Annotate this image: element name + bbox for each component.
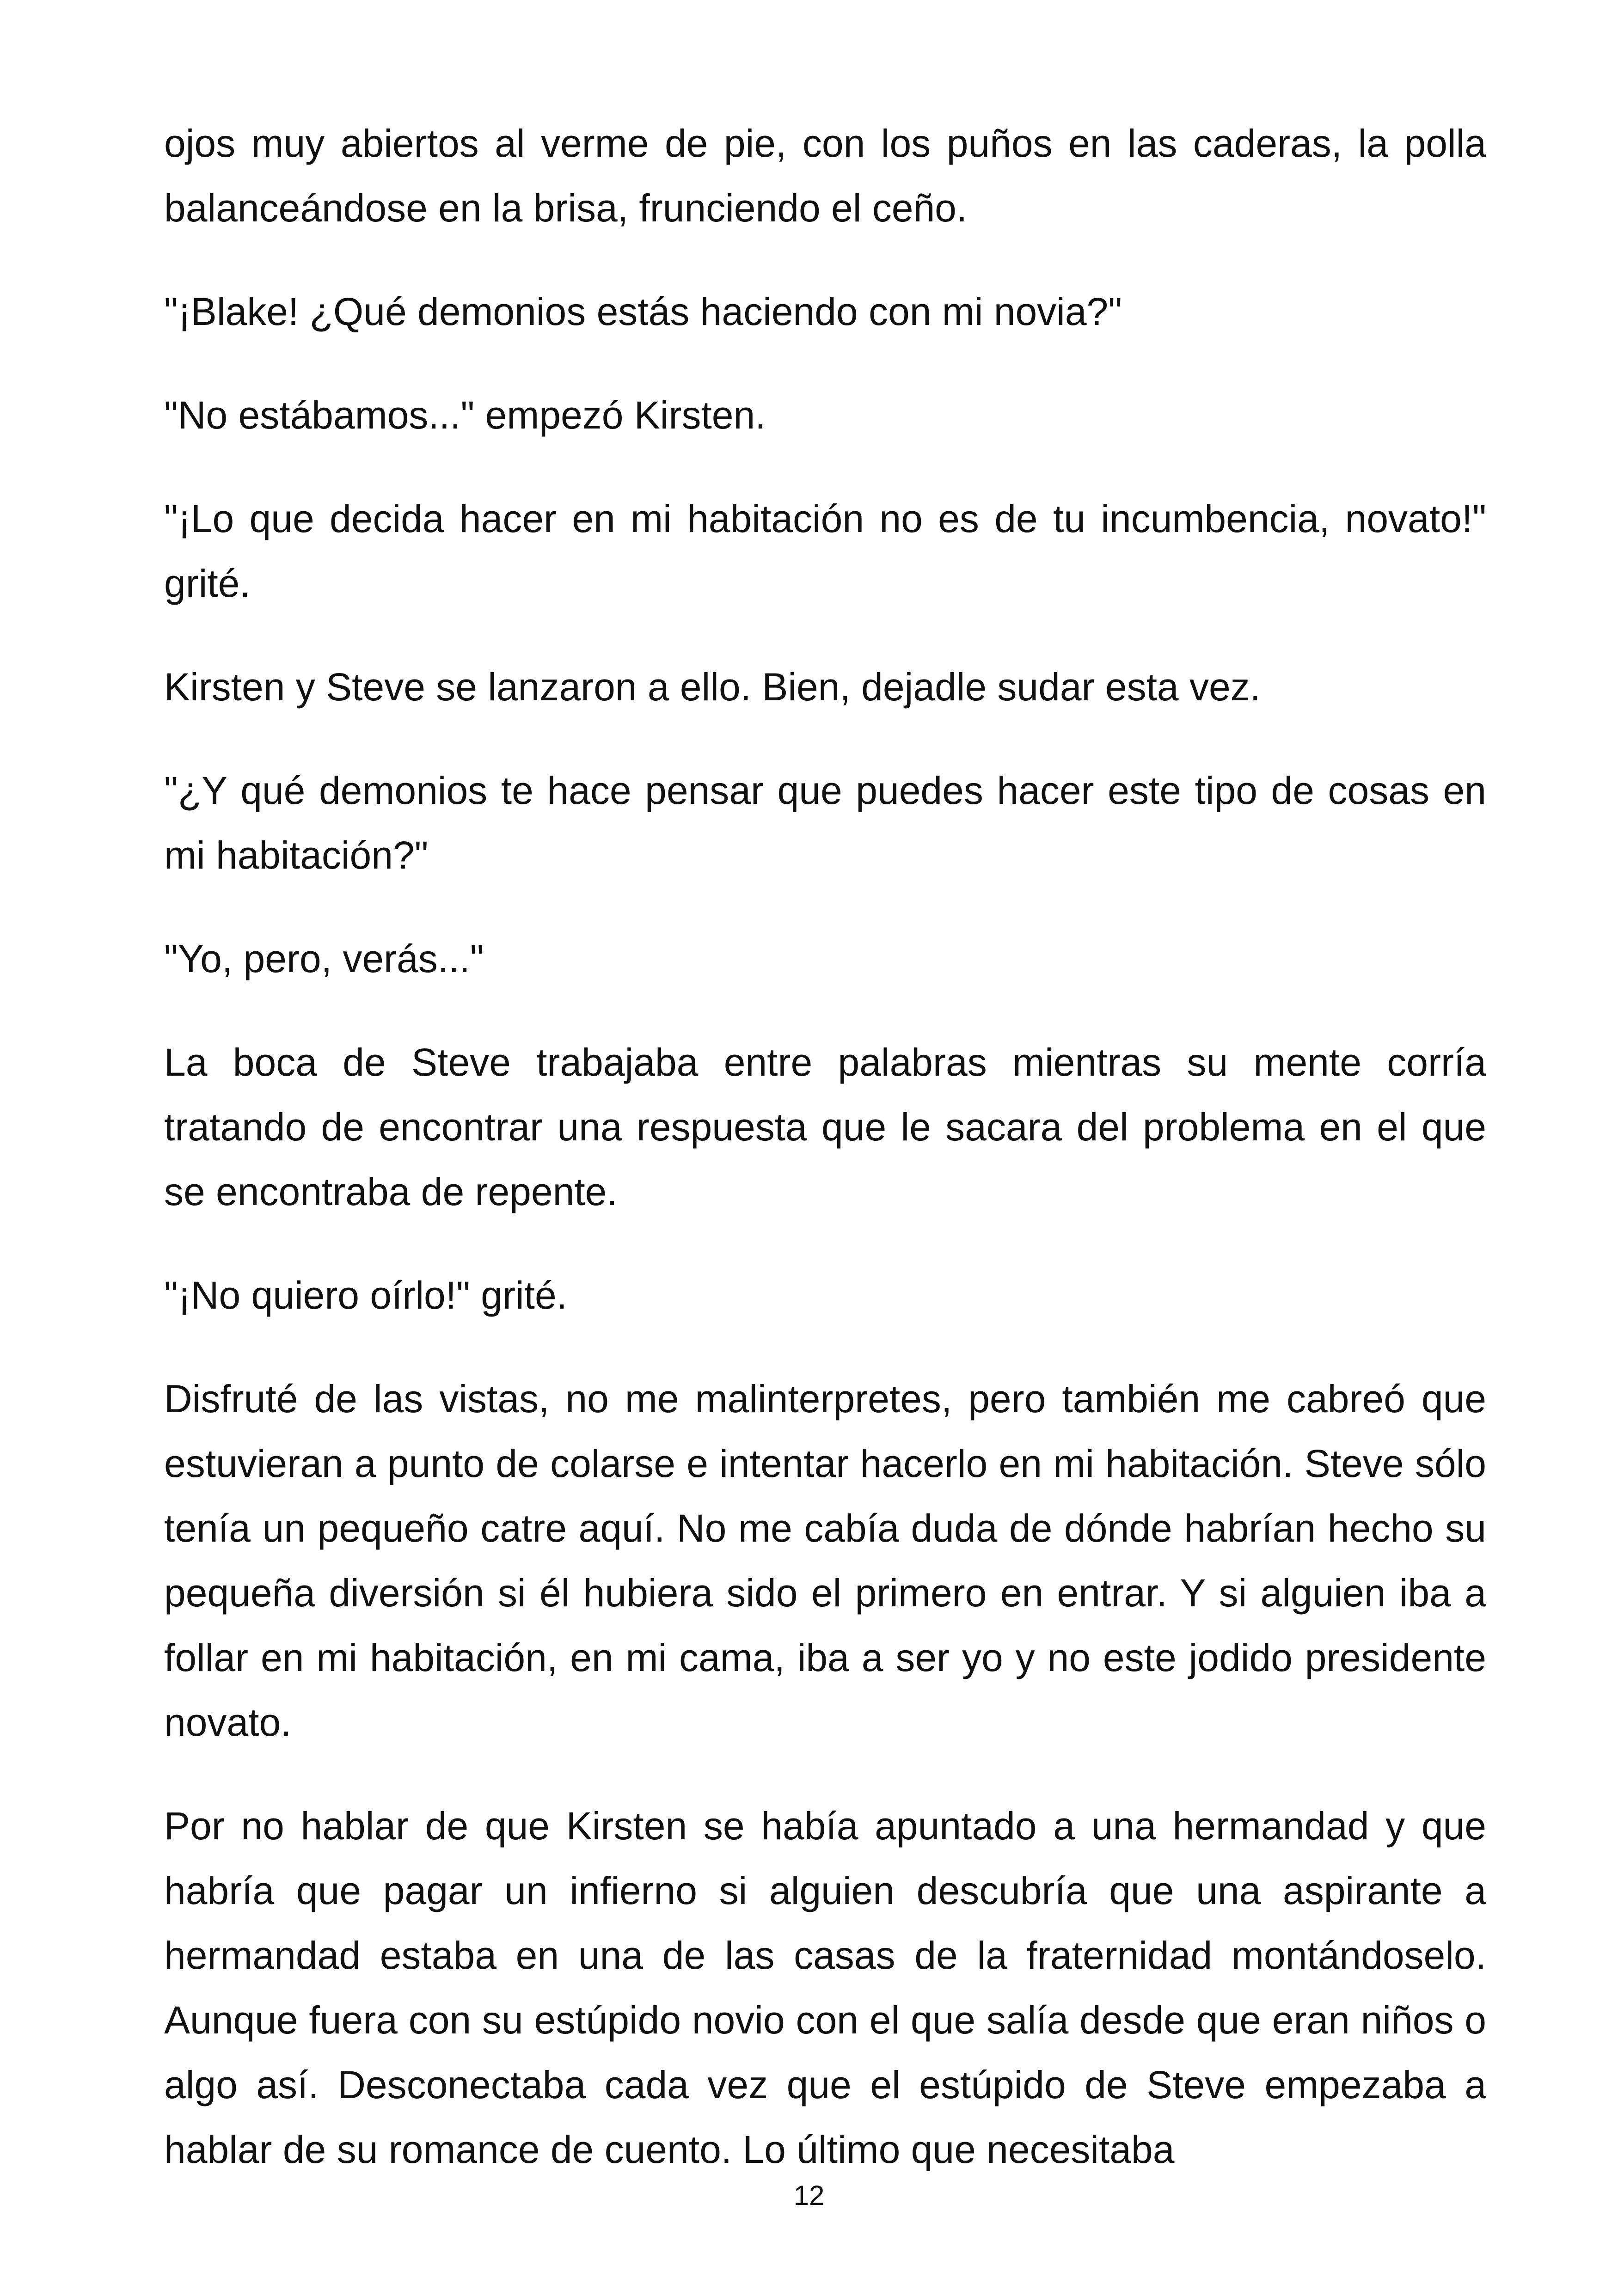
paragraph: ojos muy abiertos al verme de pie, con los puños en las caderas, la polla balanceándose en la brisa, frunciendo el ceño. [164,122,1486,230]
page-number: 12 [793,2180,825,2211]
paragraph: "¡Blake! ¿Qué demonios estás haciendo con mi novia?" [164,290,1122,333]
paragraph: "¿Y qué demonios te hace pensar que puedes hacer este tipo de cosas en mi habitación?" [164,769,1486,877]
paragraph: "¡No quiero oírlo!" grité. [164,1274,567,1317]
paragraph: Disfruté de las vistas, no me malinterpretes, pero también me cabreó que estuvieran a punto de colarse e intentar hacerlo en mi habitación. Steve sólo tenía un pequeño catre aquí. No me cabía duda de dónde habrían hecho su pequeña diversión si él hubiera sido el primero en entrar. Y si alguien iba a follar en mi habitación, en mi cama, iba a ser yo y no este jodido presidente novato. [164,1377,1486,1744]
paragraph: Kirsten y Steve se lanzaron a ello. Bien, dejadle sudar esta vez. [164,665,1261,709]
paragraph: La boca de Steve trabajaba entre palabras mientras su mente corría tratando de encontrar una respuesta que le sacara del problema en el que se encontraba de repente. [164,1041,1486,1213]
body-text [164,111,1486,2221]
paragraph: Por no hablar de que Kirsten se había apuntado a una hermandad y que habría que pagar un infierno si alguien descubría que una aspirante a hermandad estaba en una de las casas de la fraternidad montándoselo. Aunque fuera con su estúpido novio con el que salía desde que eran niños o algo así. Desconectaba cada vez que el estúpido de Steve empezaba a hablar de su romance de cuento. Lo último que necesitaba [164,1804,1486,2171]
paragraph: "¡Lo que decida hacer en mi habitación no es de tu incumbencia, novato!" grité. [164,497,1486,605]
paragraph: "No estábamos..." empezó Kirsten. [164,393,766,437]
paragraph: "Yo, pero, verás..." [164,937,484,980]
